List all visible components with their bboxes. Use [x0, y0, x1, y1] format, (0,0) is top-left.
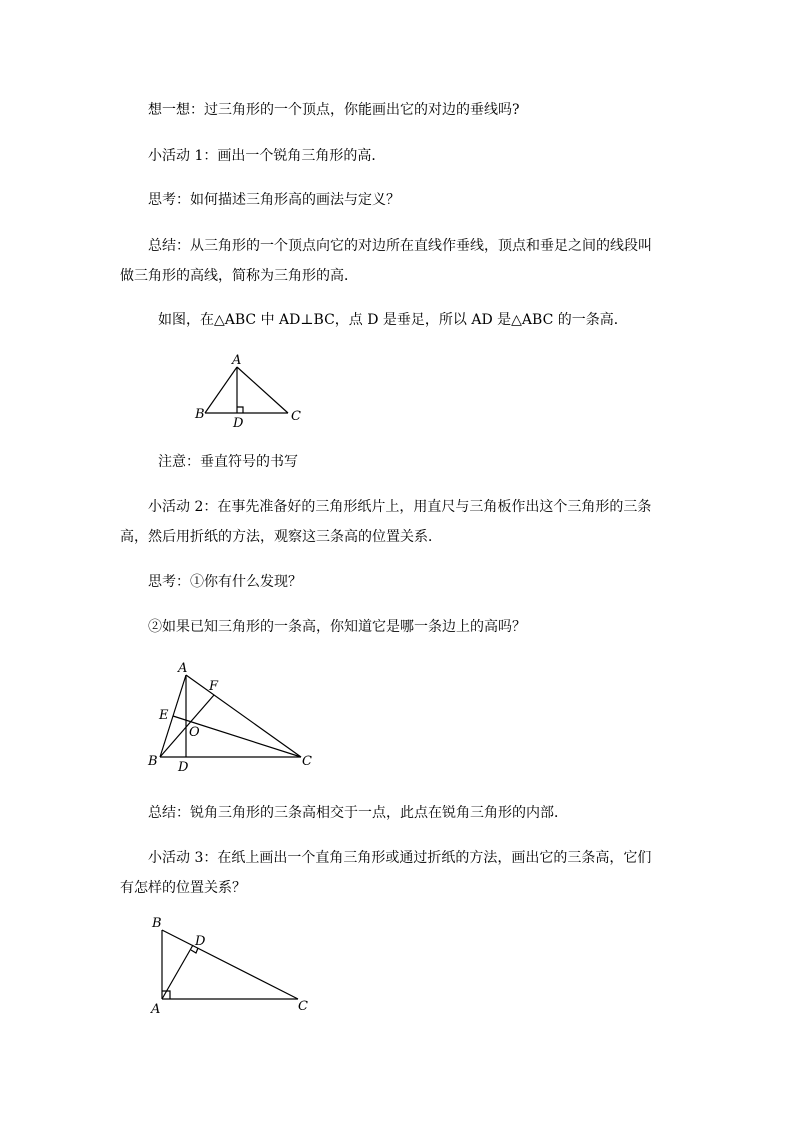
reflection-1: 思考：如何描述三角形高的画法与定义？: [148, 192, 400, 208]
label-b: B: [148, 754, 158, 769]
activity-1: 小活动 1：画出一个锐角三角形的高．: [148, 148, 386, 164]
summary-1-line-2: 做三角形的高线，简称为三角形的高．: [120, 268, 358, 284]
label-c: C: [298, 999, 308, 1014]
label-e: E: [159, 708, 169, 723]
label-a: A: [178, 661, 188, 676]
question-2: ②如果已知三角形的一条高，你知道它是哪一条边上的高吗？: [148, 619, 526, 635]
label-d: D: [233, 416, 244, 431]
side-ac: [186, 675, 301, 757]
right-angle-mark: [237, 407, 243, 413]
reflection-2: 思考：①你有什么发现？: [148, 574, 302, 590]
activity-3-line-1: 小活动 3：在纸上画出一个直角三角形或通过折纸的方法，画出它的三条高，它们: [148, 850, 652, 866]
label-c: C: [291, 409, 301, 424]
activity-2-line-1: 小活动 2：在事先准备好的三角形纸片上，用直尺与三角板作出这个三角形的三条: [148, 499, 652, 515]
label-a: A: [151, 1002, 161, 1017]
activity-2-line-2: 高，然后用折纸的方法，观察这三条高的位置关系．: [120, 529, 442, 545]
side-ab: [205, 367, 237, 413]
side-ac: [237, 367, 288, 413]
summary-2: 总结：锐角三角形的三条高相交于一点，此点在锐角三角形的内部．: [148, 805, 568, 821]
figure-three-altitudes: [140, 655, 325, 775]
label-b: B: [195, 407, 205, 422]
summary-1-line-1: 总结：从三角形的一个顶点向它的对边所在直线作垂线，顶点和垂足之间的线段叫: [148, 238, 652, 254]
label-c: C: [302, 754, 312, 769]
label-b: B: [152, 916, 162, 931]
activity-3-line-2: 有怎样的位置关系？: [120, 880, 246, 896]
label-f: F: [209, 679, 219, 694]
example-text: 如图，在△ABC 中 AD⊥BC，点 D 是垂足，所以 AD 是△ABC 的一条高．: [158, 312, 628, 328]
label-d: D: [178, 760, 189, 775]
note-text: 注意：垂直符号的书写: [158, 454, 298, 470]
think-prompt: 想一想：过三角形的一个顶点，你能画出它的对边的垂线吗?: [148, 102, 520, 118]
figure-right-triangle: [145, 912, 320, 1020]
figure-altitude-triangle: [190, 350, 310, 435]
label-d: D: [195, 934, 206, 949]
label-a: A: [232, 353, 242, 368]
label-o: O: [189, 725, 200, 740]
